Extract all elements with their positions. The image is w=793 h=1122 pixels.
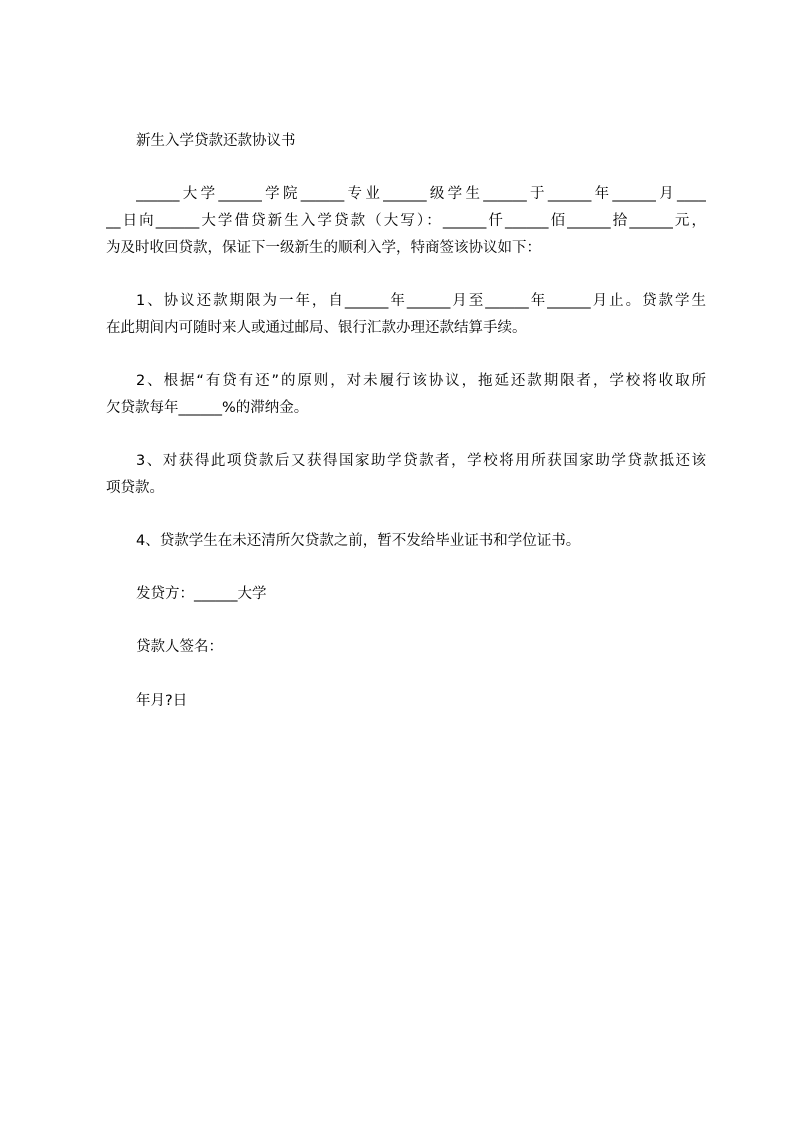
intro-line-3: 为及时收回贷款，保证下一级新生的顺利入学，特商签该协议如下： (106, 240, 541, 256)
clause-1-line-1: 1、协议还款期限为一年，自______年______月至______年______月止。贷款学生 (136, 293, 706, 309)
intro-line-2: __日向______大学借贷新生入学贷款（大写）：______仟______佰______拾______元， (106, 213, 706, 229)
clause-3-line-2: 项贷款。 (106, 480, 164, 496)
lender-line: 发贷方：______大学 (136, 586, 267, 602)
clause-3-line-1: 3、对获得此项贷款后又获得国家助学贷款者，学校将用所获国家助学贷款抵还该 (136, 453, 706, 469)
clause-4-line-1: 4、贷款学生在未还清所欠贷款之前，暂不发给毕业证书和学位证书。 (136, 533, 581, 549)
intro-line-1: ______大学______学院______专业______级学生______于______年______月____ (136, 186, 706, 202)
date-line: 年月?日 (136, 693, 188, 709)
borrower-signature-line: 贷款人签名： (136, 639, 223, 655)
clause-2-line-2: 欠贷款每年______%的滞纳金。 (106, 400, 309, 416)
document-title: 新生入学贷款还款协议书 (136, 133, 296, 149)
clause-1-line-2: 在此期间内可随时来人或通过邮局、银行汇款办理还款结算手续。 (106, 320, 527, 336)
clause-2-line-1: 2、根据“有贷有还”的原则，对未履行该协议，拖延还款期限者，学校将收取所 (136, 373, 706, 389)
